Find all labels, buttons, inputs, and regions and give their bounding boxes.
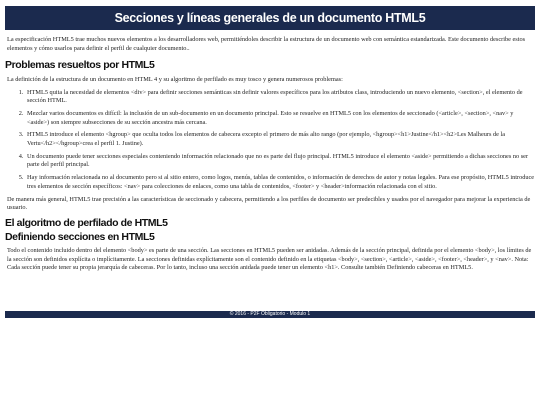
intro-paragraph: La especificación HTML5 trae muchos nuevos elementos a los desarrolladores web, permitiéndoles describir la estructura de un documento web con semántica estandarizada. Este documento describe estos elementos y cómo usarlos para definir el perfil de cualquier documento.. bbox=[7, 36, 526, 52]
algorithm-heading: El algoritmo de perfilado de HTML5 bbox=[5, 216, 168, 229]
page-footer bbox=[5, 311, 535, 318]
list-item: 4. Un documento puede tener secciones especiales conteniendo información relacionado que no es parte del flujo principal. HTML5 introduce el elemento <aside> permitiendo a dichas secciones no ser parte del perfil principal. bbox=[25, 153, 535, 170]
problems-heading: Problemas resueltos por HTML5 bbox=[5, 59, 155, 72]
main-content bbox=[5, 36, 535, 277]
list-item: 5. Hay información relacionada no al documento pero si al sitio entero, como logos, menús, tablas de contenidos, o información de derechos de autor y notas legales. Para ese propósito, HTML5 introduce tres elementos de sección específicos: <nav> para colecciones de enlaces, como una tabla de contenidos, <footer> y <header>información relacionada con el sitio. bbox=[25, 174, 535, 191]
list-item: 1. HTML5 quita la necesidad de elementos <div> para definir secciones semánticas sin definir valores específicos para los atributos class, introduciendo un nuevo elemento, <section>, el elemento de sección HTML. bbox=[25, 89, 535, 106]
problems-summary: De manera más general, HTML5 trae precisión a las características de seccionado y cabecera, permitiendo a los perfiles de documento ser predecibles y usados por el navegador para mejorar la experiencia de usuario. bbox=[7, 195, 531, 212]
footer-text: © 2016 - P2F Obligatorio - Modulo 1 bbox=[229, 311, 311, 317]
list-item: 2. Mezclar varios documentos es difícil: la inclusión de un sub-documento en un documento principal. Esto se resuelve en HTML5 con los elementos de seccionado (<article>, <section>, <nav> y <aside>) son siempre subsecciones de su sección ancestra más cercana. bbox=[25, 110, 535, 127]
problems-lead: La definición de la estructura de un documento en HTML 4 y su algoritmo de perfilado es muy tosco y genera numerosos problemas: bbox=[7, 75, 343, 83]
list-item: 3. HTML5 introduce el elemento <hgroup> que oculta todos los elementos de cabecera excepto el primero de más alto rango (por ejemplo, <hgroup><h1>Justine</h1><h2>Les Malheurs de la Vertu</h2></hgroup>crea el perfil 1. Justine). bbox=[25, 131, 535, 148]
sections-paragraph: Todo el contenido incluido dentro del elemento <body> es parte de una sección. Las secciones en HTML5 pueden ser anidadas. Además de la sección principal, definida por el elemento <body>, los límites de la sección son definidos explícita o implícitamente. La secciones definidas explícitamente son el contenido definido en la etiquetas <body>, <section>, <article>, <aside>, <footer>, <header>, y <nav>. Nota: Cada sección puede tener su propia jerarquía de cabeceras. Por lo tanto, incluso una sección anidada puede tener un elemento <h1>. Consulte también Definiendo cabeceras en HTML5. bbox=[7, 247, 532, 272]
problems-list bbox=[5, 89, 535, 192]
page-title: Secciones y líneas generales de un documento HTML5 bbox=[114, 11, 426, 25]
page-title-banner bbox=[5, 6, 535, 30]
sections-subheading: Definiendo secciones en HTML5 bbox=[5, 230, 155, 243]
